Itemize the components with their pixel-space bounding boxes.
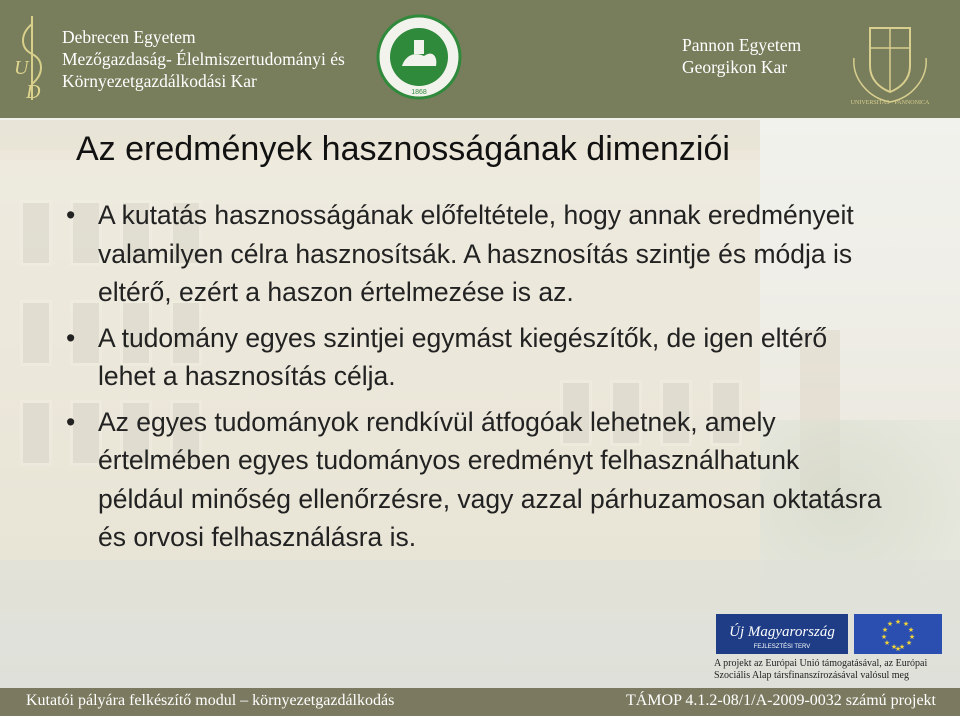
bullet-marker: • [66, 200, 76, 230]
debrecen-logo-icon [12, 14, 50, 102]
svg-text:★: ★ [883, 639, 891, 647]
svg-text:U: U [14, 57, 29, 79]
svg-text:★: ★ [890, 643, 898, 651]
svg-text:FEJLESZTÉSI TERV: FEJLESZTÉSI TERV [753, 644, 811, 650]
left-university-name: Debrecen Egyetem Mezőgazdaság- Élelmiszertudományi és Környezetgazdálkodási Kar [62, 27, 345, 91]
svg-text:★: ★ [908, 633, 916, 641]
svg-text:★: ★ [902, 620, 910, 628]
faculty-seal-icon [376, 14, 462, 100]
svg-text:★: ★ [886, 620, 894, 628]
eu-funding-logos [716, 614, 942, 686]
svg-text:★: ★ [880, 633, 888, 641]
svg-text:Új Magyarország: Új Magyarország [729, 624, 835, 640]
svg-text:D: D [26, 81, 41, 102]
svg-text:UNIVERSITAS · PANNONICA: UNIVERSITAS · PANNONICA [850, 100, 930, 106]
eu-flag-icon [854, 614, 942, 654]
svg-text:★: ★ [881, 626, 889, 634]
svg-text:★: ★ [905, 639, 913, 647]
slide-title: Az eredmények hasznosságának dimenziói [76, 130, 730, 168]
bullet-item: • Az egyes tudományok rendkívül átfogóak lehetnek, amely értelmében egyes tudományos eredményt felhasználhatunk például minőség ellenőrzésre, vagy azzal párhuzamosan oktatásra és orvosi felhasználásra is. [66, 403, 886, 557]
slide-header [0, 0, 960, 118]
svg-text:★: ★ [894, 618, 902, 626]
uj-magyarorszag-logo [716, 614, 848, 654]
bullet-list [66, 196, 886, 564]
svg-text:1868: 1868 [411, 89, 427, 96]
right-university-name: Pannon Egyetem Georgikon Kar [682, 35, 802, 77]
eu-caption: A projekt az Európai Unió támogatásával, az Európai Szociális Alap társfinanszírozásával valósul meg [714, 658, 928, 681]
svg-text:★: ★ [898, 643, 906, 651]
footer-module-title: Kutatói pályára felkészítő modul – környezetgazdálkodás [26, 692, 395, 709]
slide-footer [0, 688, 960, 716]
svg-text:★: ★ [894, 645, 902, 653]
pannon-crest-icon [848, 18, 932, 106]
svg-text:★: ★ [907, 626, 915, 634]
footer-project-id: TÁMOP 4.1.2-08/1/A-2009-0032 számú projekt [625, 692, 936, 709]
bullet-marker: • [66, 406, 76, 437]
bullet-item: • A tudomány egyes szintjei egymást kiegészítők, de igen eltérő lehet a hasznosítás célja. [66, 319, 886, 396]
bullet-item: • A kutatás hasznosságának előfeltétele, hogy annak eredményeit valamilyen célra hasznosítsák. A hasznosítás szintje és módja is eltérő, ezért a haszon értelmezése is az. [66, 196, 886, 312]
bullet-marker: • [66, 322, 76, 353]
